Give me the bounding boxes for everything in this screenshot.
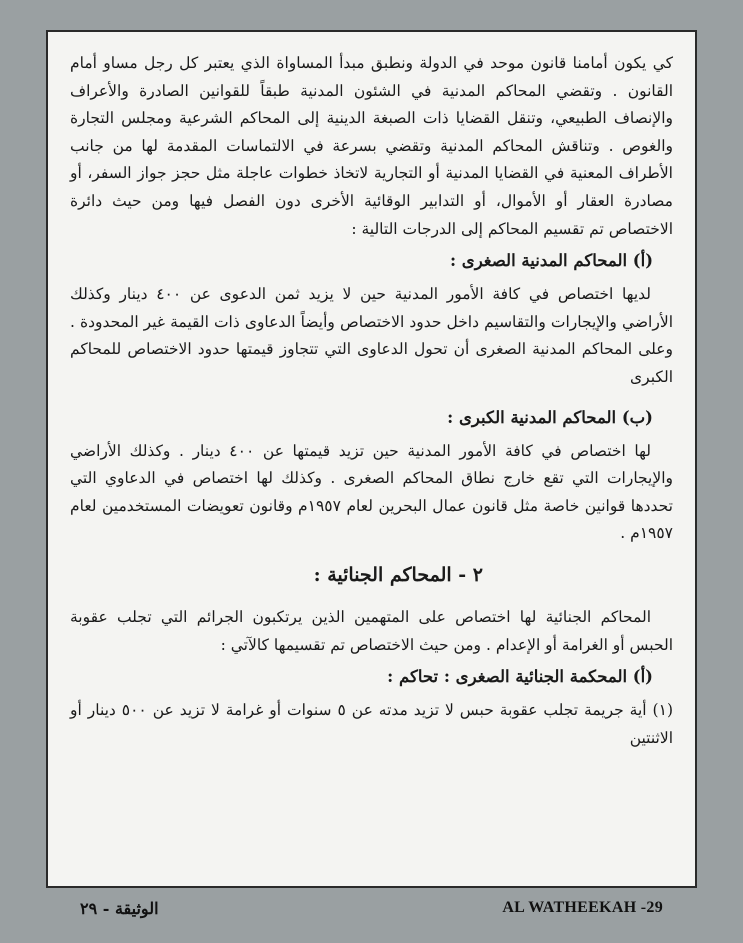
minor-civil-paragraph: لديها اختصاص في كافة الأمور المدنية حين لا يزيد ثمن الدعوى عن ٤٠٠ دينار وكذلك الأراضي والإيجارات والتقاسيم داخل حدود الاختصاص وأيضاً الدعاوى ذات القيمة غير المحدودة . وعلى المحاكم المدنية الصغرى أن تحول الدعاوى التي تتجاوز قيمتها حدود الاختصاص للمحاكم الكبرى [70, 285, 673, 386]
page-footer [80, 899, 663, 923]
heading-major-civil-courts: (ب) المحاكم المدنية الكبرى : [447, 407, 653, 427]
list-item-1: (١) أية جريمة تجلب عقوبة حبس لا تزيد مدته عن ٥ سنوات أو غرامة لا تزيد عن ٥٠٠ دينار أو الاثنتين [70, 701, 673, 747]
heading-minor-criminal-court: (أ) المحكمة الجنائية الصغرى : تحاكم : [387, 667, 653, 687]
intro-paragraph: كي يكون أمامنا قانون موحد في الدولة ونطبق مبدأ المساواة الذي يعتبر كل رجل مساو أمام القانون . وتقضي المحاكم المدنية في الشئون المدنية طبقاً للقوانين الصادرة والأعراف والإنصاف الطبيعي، وتنقل القضايا ذات الصبغة الدينية إلى المحاكم الشرعية ومجلس التجارة والغوص . وتناقش المحاكم المدنية وتقضي بسرعة في الالتماسات المقدمة لها من جانب الأطراف المعنية في القضايا المدنية أو التجارية لاتخاذ خطوات عاجلة مثل حجز جواز السفر، أو مصادرة العقار أو الأموال، أو التدابير الوقائية الأخرى دون الفصل فيها ومن حيث دائرة الاختصاص تم تقسيم المحاكم إلى الدرجات التالية : [70, 54, 673, 238]
criminal-paragraph: المحاكم الجنائية لها اختصاص على المتهمين الذين يرتكبون الجرائم التي تجلب عقوبة الحبس أو الغرامة أو الإعدام . ومن حيث الاختصاص تم تقسيمها كالآتي : [70, 607, 673, 654]
document-body [70, 50, 673, 752]
footer-english-title: AL WATHEEKAH -29 [502, 899, 663, 916]
footer-arabic-title: الوثيقة - ٢٩ [80, 899, 159, 918]
page-frame [46, 30, 697, 888]
heading-minor-civil-courts: (أ) المحاكم المدنية الصغرى : [449, 251, 653, 271]
heading-criminal-courts: ٢ - المحاكم الجنائية : [313, 563, 483, 586]
major-civil-paragraph: لها اختصاص في كافة الأمور المدنية حين تزيد قيمتها عن ٤٠٠ دينار . وكذلك الأراضي والإيجارات التي تقع خارج نطاق المحاكم الصغرى . وكذلك لها اختصاص في الدعاوي التي تحددها قوانين خاصة مثل قانون عمال البحرين لعام ١٩٥٧م وقانون تعويضات المستخدمين لعام ١٩٥٧م . [70, 441, 673, 543]
